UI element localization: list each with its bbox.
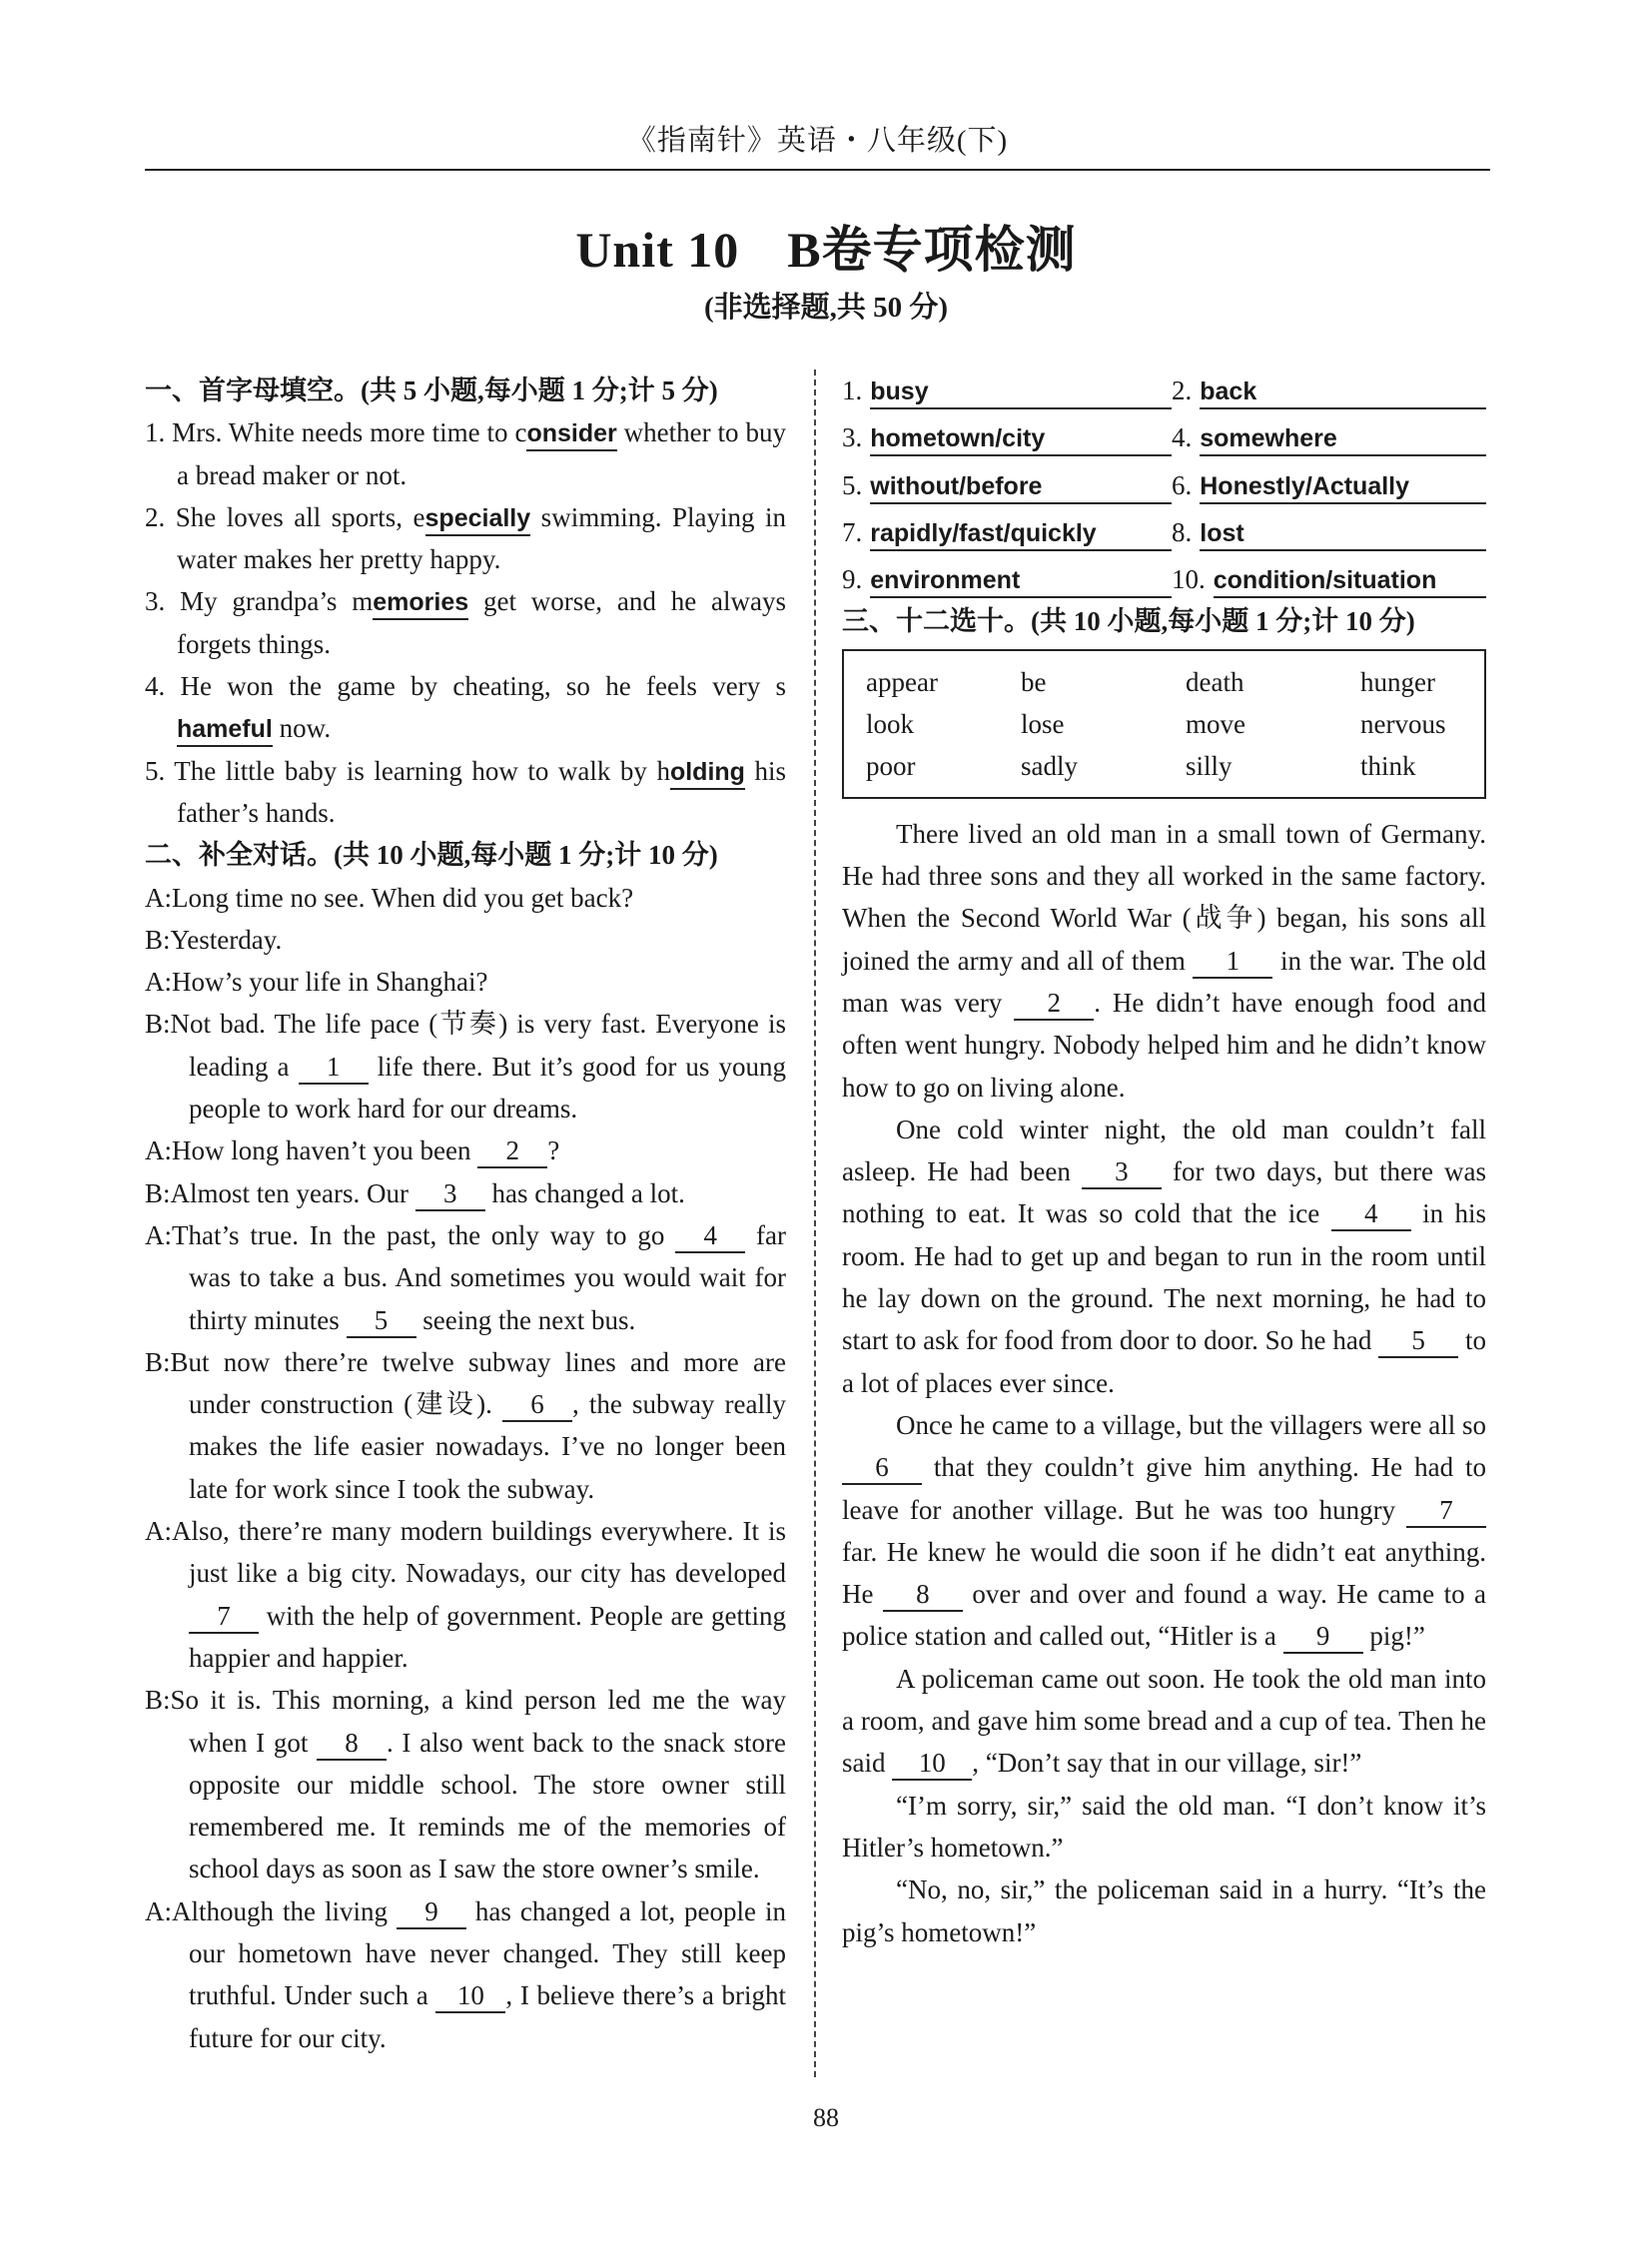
- dialogue-line: [145, 1003, 786, 1129]
- left-column: [145, 370, 786, 2059]
- word-bank-item: silly: [1186, 750, 1233, 781]
- item-text: 5. The little baby is learning how to walk by h: [145, 755, 670, 786]
- answer-number: 8.: [1172, 516, 1193, 547]
- answer-text: back: [1200, 375, 1486, 409]
- answer-blank: 1: [299, 1051, 369, 1085]
- speaker-label: A:: [145, 1219, 172, 1250]
- answer-blank: 8: [317, 1727, 387, 1761]
- passage-text: for two days, but there was nothing to eat. It was so cold that the ice: [842, 1156, 1486, 1229]
- dialogue-text: with the help of government. People are getting happier and happier.: [189, 1600, 786, 1673]
- answer-text: rapidly/fast/quickly: [870, 517, 1172, 551]
- passage-paragraph: [842, 1404, 1486, 1658]
- fill-in-item: [145, 580, 786, 665]
- passage-paragraph: [842, 1658, 1486, 1785]
- answer-blank: 9: [397, 1895, 466, 1929]
- fill-in-item: [145, 411, 786, 496]
- answer-key-item: [1172, 511, 1486, 553]
- passage: [842, 813, 1486, 1953]
- passage-paragraph: [842, 1868, 1486, 1953]
- answer-blank: 2: [477, 1134, 547, 1168]
- passage-paragraph: [842, 1109, 1486, 1404]
- dialogue-text: Not bad. The life pace (节奏) is very fast. Everyone is leading a: [170, 1009, 786, 1082]
- dialogue-text: seeing the next bus.: [415, 1304, 636, 1335]
- answer-text: hometown/city: [870, 422, 1172, 456]
- dialogue-text: ?: [547, 1135, 560, 1166]
- answer-blank: 4: [675, 1219, 745, 1253]
- fill-in-item: [145, 496, 786, 581]
- passage-paragraph: [842, 813, 1486, 1109]
- dialogue-line: [145, 961, 786, 1003]
- word-bank-item: sadly: [1021, 750, 1078, 781]
- unit-label: Unit 10: [575, 222, 740, 278]
- running-header: 《指南针》英语・八年级(下): [145, 118, 1490, 171]
- dialogue-text: . I also went back to the snack store opposite our middle school. The store owner still remembered me. It reminds me of the memories of school days as soon as I saw the store owner’s smile.: [189, 1727, 786, 1884]
- answer-blank: 3: [415, 1177, 485, 1211]
- section1-heading: 一、首字母填空。(共 5 小题,每小题 1 分;计 5 分): [145, 375, 718, 405]
- word-bank-item: hunger: [1360, 666, 1435, 697]
- word-bank-item: poor: [866, 750, 916, 781]
- section2-heading: 二、补全对话。(共 10 小题,每小题 1 分;计 10 分): [145, 840, 718, 871]
- answer-text: Honestly/Actually: [1200, 470, 1486, 504]
- answer-key-item: [1172, 558, 1486, 600]
- answer-blank: 5: [347, 1304, 416, 1338]
- filled-answer: emories: [373, 586, 468, 620]
- speaker-label: B:: [145, 924, 171, 955]
- column-divider: [814, 370, 816, 2077]
- filled-answer: hameful: [177, 713, 273, 747]
- page-number: 88: [813, 2103, 839, 2132]
- dialogue-text: Also, there’re many modern buildings everywhere. It is just like a big city. Nowadays, our city has developed: [172, 1516, 786, 1589]
- passage-text: pig!”: [1362, 1621, 1425, 1652]
- dialogue-text: , the subway really makes the life easier nowadays. I’ve no longer been late for work since I took the subway.: [189, 1389, 786, 1504]
- answer-number: 1.: [842, 375, 863, 405]
- answer-number: 3.: [842, 422, 863, 453]
- dialogue-text: far was to take a bus. And sometimes you would wait for thirty minutes: [189, 1219, 786, 1335]
- word-bank-item: death: [1186, 666, 1244, 697]
- page-subtitle: (非选择题,共 50 分): [703, 292, 949, 324]
- dialogue-text: But now there’re twelve subway lines and more are under construction (建设).: [170, 1346, 786, 1420]
- word-bank-item: move: [1186, 708, 1245, 739]
- passage-text: There lived an old man in a small town of Germany. He had three sons and they all worked in the same factory. When the Second World War (战争) began, his sons all joined the army and all of them: [842, 818, 1486, 976]
- item-text: 4. He won the game by cheating, so he feels very s: [145, 671, 786, 702]
- speaker-label: A:: [145, 882, 172, 913]
- word-bank-item: look: [866, 708, 915, 739]
- dialogue-line: [145, 1129, 786, 1171]
- answer-blank: 5: [1378, 1324, 1458, 1358]
- answer-blank: 9: [1283, 1620, 1363, 1654]
- passage-text: to a lot of places ever since.: [842, 1325, 1486, 1398]
- dialogue-text: How’s your life in Shanghai?: [172, 967, 488, 998]
- section1-items: [145, 411, 786, 834]
- dialogue-line: [145, 1510, 786, 1679]
- dialogue-text: That’s true. In the past, the only way to go: [172, 1219, 676, 1250]
- answer-blank: 7: [1406, 1494, 1486, 1528]
- answer-text: condition/situation: [1214, 564, 1486, 598]
- passage-text: “No, no, sir,” the policeman said in a hurry. “It’s the pig’s hometown!”: [842, 1874, 1486, 1947]
- dialogue-text: Yesterday.: [170, 924, 283, 955]
- answer-blank: 7: [189, 1600, 259, 1634]
- answer-key-item: [842, 464, 1172, 506]
- dialogue-line: [145, 1679, 786, 1889]
- answer-number: 7.: [842, 516, 863, 547]
- answer-blank: 3: [1082, 1155, 1162, 1189]
- word-bank-item: be: [1021, 666, 1047, 697]
- dialogue-line: [145, 1214, 786, 1341]
- page-title: [0, 210, 1652, 282]
- answer-blank: 2: [1014, 987, 1094, 1021]
- test-name: B卷专项检测: [787, 222, 1077, 278]
- answer-key: [842, 370, 1486, 600]
- answer-number: 6.: [1172, 469, 1193, 500]
- passage-text: that they couldn’t give him anything. He had to leave for another village. But he was too hungry: [842, 1452, 1486, 1525]
- passage-text: Once he came to a village, but the villagers were all so: [896, 1409, 1486, 1440]
- speaker-label: B:: [145, 1009, 171, 1040]
- answer-number: 9.: [842, 564, 863, 595]
- item-text: swimming. Playing in water makes her pretty happy.: [177, 501, 786, 575]
- section3-heading: 三、十二选十。(共 10 小题,每小题 1 分;计 10 分): [842, 606, 1415, 637]
- fill-in-item: [145, 665, 786, 750]
- dialogue-text: So it is. This morning, a kind person led me the way when I got: [170, 1685, 786, 1758]
- answer-blank: 10: [435, 1979, 505, 2013]
- passage-text: . He didn’t have enough food and often went hungry. Nobody helped him and he didn’t know how to go on living alone.: [842, 987, 1486, 1103]
- answer-text: without/before: [870, 470, 1172, 504]
- passage-text: “I’m sorry, sir,” said the old man. “I don’t know it’s Hitler’s hometown.”: [842, 1790, 1486, 1863]
- dialogue-text: Although the living: [172, 1895, 397, 1926]
- dialogue-line: [145, 1172, 786, 1214]
- passage-paragraph: [842, 1785, 1486, 1869]
- answer-number: 5.: [842, 469, 863, 500]
- answer-blank: 1: [1193, 945, 1272, 979]
- speaker-label: B:: [145, 1685, 171, 1716]
- answer-key-item: [1172, 416, 1486, 458]
- speaker-label: A:: [145, 1516, 172, 1547]
- item-text: 3. My grandpa’s m: [145, 586, 374, 617]
- dialogue-line: [145, 877, 786, 919]
- answer-text: lost: [1200, 517, 1486, 551]
- word-bank-item: think: [1360, 750, 1416, 781]
- answer-key-item: [1172, 464, 1486, 506]
- answer-key-item: [842, 416, 1172, 458]
- answer-text: environment: [870, 564, 1172, 598]
- passage-text: in his room. He had to get up and began to run in the room until he lay down on the ground. The next morning, he had to start to ask for food from door to door. So he had: [842, 1198, 1487, 1356]
- answer-key-item: [842, 511, 1172, 553]
- item-text: get worse, and he always forgets things.: [177, 586, 786, 659]
- item-text: 2. She loves all sports, e: [145, 501, 425, 532]
- item-text: 1. Mrs. White needs more time to c: [145, 417, 527, 448]
- item-text: now.: [272, 713, 332, 744]
- speaker-label: B:: [145, 1177, 171, 1208]
- passage-text: One cold winter night, the old man couldn’t fall asleep. He had been: [842, 1114, 1486, 1187]
- answer-text: somewhere: [1200, 422, 1486, 456]
- filled-answer: specially: [425, 502, 531, 536]
- answer-number: 2.: [1172, 375, 1193, 405]
- fill-in-item: [145, 750, 786, 835]
- word-bank: [842, 649, 1486, 799]
- passage-text: far. He knew he would die soon if he didn’t eat anything. He: [842, 1536, 1486, 1610]
- answer-blank: 4: [1331, 1197, 1411, 1231]
- dialogue-text: life there. But it’s good for us young people to work hard for our dreams.: [189, 1051, 786, 1124]
- passage-text: in the war. The old man was very: [842, 945, 1486, 1018]
- answer-blank: 6: [842, 1451, 922, 1485]
- word-bank-item: appear: [866, 666, 938, 697]
- speaker-label: B:: [145, 1346, 171, 1377]
- section2-dialogue: [145, 877, 786, 2059]
- passage-text: , “Don’t say that in our village, sir!”: [972, 1748, 1362, 1779]
- dialogue-text: , I believe there’s a bright future for our city.: [189, 1980, 786, 2053]
- dialogue-text: has changed a lot.: [484, 1177, 685, 1208]
- passage-text: A policeman came out soon. He took the old man into a room, and gave him some bread and a cup of tea. Then he said: [842, 1663, 1486, 1779]
- dialogue-text: How long haven’t you been: [172, 1135, 478, 1166]
- answer-blank: 6: [502, 1388, 572, 1422]
- dialogue-line: [145, 1341, 786, 1510]
- dialogue-text: has changed a lot, people in our hometown have never changed. They still keep truthful. Under such a: [189, 1895, 786, 2011]
- answer-number: 4.: [1172, 422, 1193, 453]
- item-text: whether to buy a bread maker or not.: [177, 417, 786, 490]
- answer-text: busy: [870, 375, 1172, 409]
- dialogue-text: Long time no see. When did you get back?: [172, 882, 634, 913]
- dialogue-line: [145, 1890, 786, 2059]
- item-text: his father’s hands.: [177, 755, 786, 828]
- answer-blank: 10: [892, 1747, 972, 1781]
- word-bank-item: lose: [1021, 708, 1065, 739]
- filled-answer: onsider: [526, 417, 616, 451]
- speaker-label: A:: [145, 1895, 172, 1926]
- answer-key-item: [842, 558, 1172, 600]
- answer-number: 10.: [1172, 564, 1206, 595]
- speaker-label: A:: [145, 1135, 172, 1166]
- speaker-label: A:: [145, 967, 172, 998]
- word-bank-item: nervous: [1360, 708, 1446, 739]
- right-column: [842, 370, 1486, 1953]
- passage-text: over and over and found a way. He came to a police station and called out, “Hitler is a: [842, 1579, 1486, 1652]
- filled-answer: olding: [670, 756, 745, 790]
- dialogue-text: Almost ten years. Our: [170, 1177, 415, 1208]
- answer-key-item: [842, 370, 1172, 411]
- answer-key-item: [1172, 370, 1486, 411]
- dialogue-line: [145, 919, 786, 961]
- answer-blank: 8: [883, 1578, 963, 1612]
